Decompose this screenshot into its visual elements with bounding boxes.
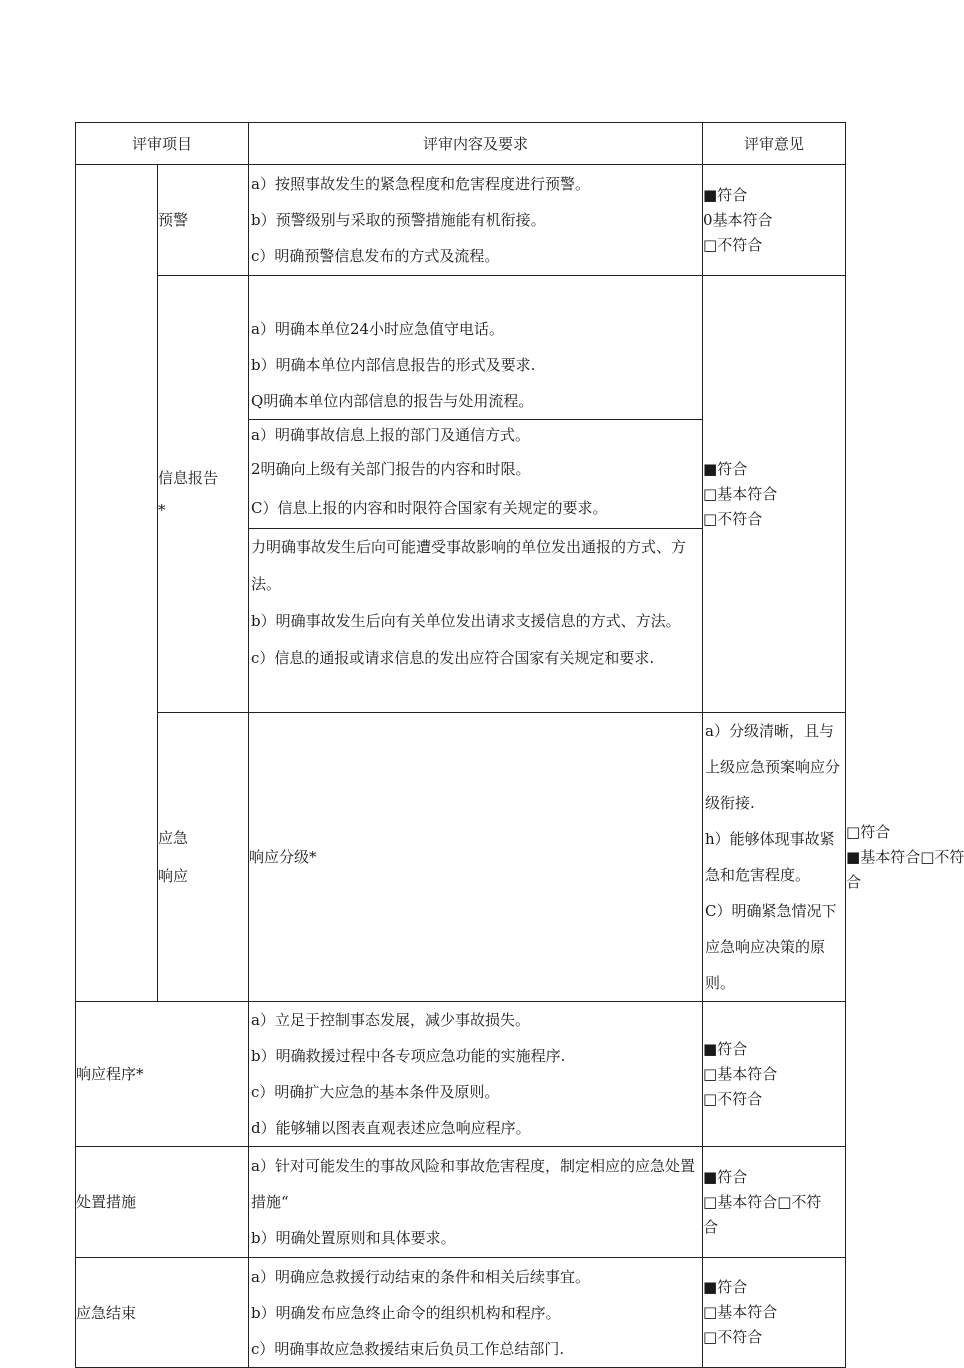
opinion-option: □基本符合: [703, 1303, 778, 1321]
label-warning: 预警: [158, 165, 249, 276]
opinion-option: □基本符合□不符: [703, 1192, 822, 1211]
opinion-procedure: [703, 1002, 846, 1147]
req-item: h）能够体现事故紧急和危害程度。: [705, 830, 835, 884]
label-info-text: 信息报告: [158, 469, 219, 487]
reqs-procedure: [249, 1002, 703, 1147]
blank-category-cell: [76, 165, 158, 1002]
req-item: a）明确事故信息上报的部门及通信方式。: [251, 425, 530, 444]
category-line: 响应: [158, 867, 189, 885]
req-item: a）针对可能发生的事故风险和事故危害程度，制定相应的应急处置措施“: [251, 1157, 695, 1211]
row-end: [76, 1258, 846, 1368]
category-emergency-response: [158, 713, 249, 1002]
opinion-option: ■符合: [703, 185, 748, 204]
req-item: b）明确本单位内部信息报告的形式及要求.: [251, 355, 536, 374]
req-item: Q明确本单位内部信息的报告与处用流程。: [251, 391, 534, 410]
req-item: a）立足于控制事态发展，减少事故损失。: [251, 1011, 530, 1029]
label-end: 应急结束: [76, 1258, 249, 1368]
reqs-warning: [249, 165, 703, 276]
row-info-report: [76, 276, 846, 713]
reqs-info-report: [249, 276, 703, 713]
opinion-option: ■符合: [703, 1039, 748, 1058]
req-item: a）分级清晰，且与上级应急预案响应分级衔接.: [705, 722, 841, 812]
req-item: b）明确事故发生后向有关单位发出请求支援信息的方式、方法。: [251, 611, 681, 630]
row-measures: [76, 1147, 846, 1258]
header-opinion: 评审意见: [703, 123, 846, 165]
opinion-warning: [703, 165, 846, 276]
row-warning: [76, 165, 846, 276]
opinion-option: ■符合: [703, 459, 748, 478]
req-item: b）明确救援过程中各专项应急功能的实施程序.: [251, 1047, 566, 1065]
reqs-measures: [249, 1147, 703, 1258]
req-item: a）按照事故发生的紧急程度和危害程度进行预警。: [251, 175, 590, 193]
label-info-report: [158, 276, 249, 713]
row-procedure: [76, 1002, 846, 1147]
label-measures: 处置措施: [76, 1147, 249, 1258]
req-item: c）明确事故应急救援结束后负员工作总结部门.: [251, 1339, 565, 1358]
req-item: a）明确本单位24小时应急值守电话。: [251, 319, 505, 338]
req-item: 力明确事故发生后向可能遭受事故影响的单位发出通报的方式、方法。: [251, 537, 687, 593]
label-info-mark: *: [158, 501, 166, 519]
req-group-internal: [249, 312, 702, 419]
opinion-option: □不符合: [703, 235, 763, 254]
req-group-notification: [249, 528, 702, 677]
reqs-grading: [703, 713, 846, 1002]
reqs-end: [249, 1258, 703, 1368]
req-item: 2明确向上级有关部门报告的内容和时限。: [251, 459, 531, 478]
req-item: a）明确应急救援行动结束的条件和相关后续事宜。: [251, 1267, 590, 1286]
req-item: c）信息的通报或请求信息的发出应符合国家有关规定和要求.: [251, 648, 655, 667]
req-item: c）明确预警信息发布的方式及流程。: [251, 247, 500, 265]
label-grading: 响应分级*: [249, 713, 703, 1002]
opinion-end: [703, 1258, 846, 1368]
opinion-option: □不符合: [703, 509, 763, 528]
req-item: b）明确处置原则和具体要求。: [251, 1229, 456, 1247]
row-grading: 应急 响应 响应分级* a）分级清晰，且与上级应急预案响应分级衔接. h）能够体现事故紧急和危害程度。 C）明确紧急情况下应急响应决策的原则。 □符合 ■基本符合□不符 合: [76, 713, 846, 1002]
opinion-option: □不符合: [703, 1328, 763, 1346]
opinion-option: □基本符合: [703, 484, 778, 503]
review-table: [75, 122, 964, 1368]
req-item: c）明确扩大应急的基本条件及原则。: [251, 1083, 500, 1101]
opinion-option: ■符合: [703, 1167, 748, 1186]
header-content: 评审内容及要求: [249, 123, 703, 165]
req-item: C）信息上报的内容和时限符合国家有关规定的要求。: [251, 498, 608, 517]
req-item: d）能够辅以图表直观表述应急响应程序。: [251, 1119, 531, 1137]
opinion-info-report: [703, 276, 846, 713]
category-line: 应急: [158, 829, 189, 847]
req-group-external: [249, 419, 702, 528]
opinion-option: □不符合: [703, 1089, 763, 1108]
label-procedure: 响应程序*: [76, 1002, 249, 1147]
req-item: b）明确发布应急终止命令的组织机构和程序。: [251, 1303, 561, 1322]
header-row: [76, 123, 846, 165]
req-item: C）明确紧急情况下应急响应决策的原则。: [705, 902, 837, 992]
opinion-option: ■符合: [703, 1278, 748, 1296]
opinion-option: □基本符合: [703, 1064, 778, 1083]
header-item: 评审项目: [76, 123, 249, 165]
req-item: b）预警级别与采取的预警措施能有机衔接。: [251, 211, 546, 229]
opinion-option: 合: [703, 1217, 719, 1236]
opinion-option: 0基本符合: [703, 210, 773, 229]
opinion-measures: [703, 1147, 846, 1258]
